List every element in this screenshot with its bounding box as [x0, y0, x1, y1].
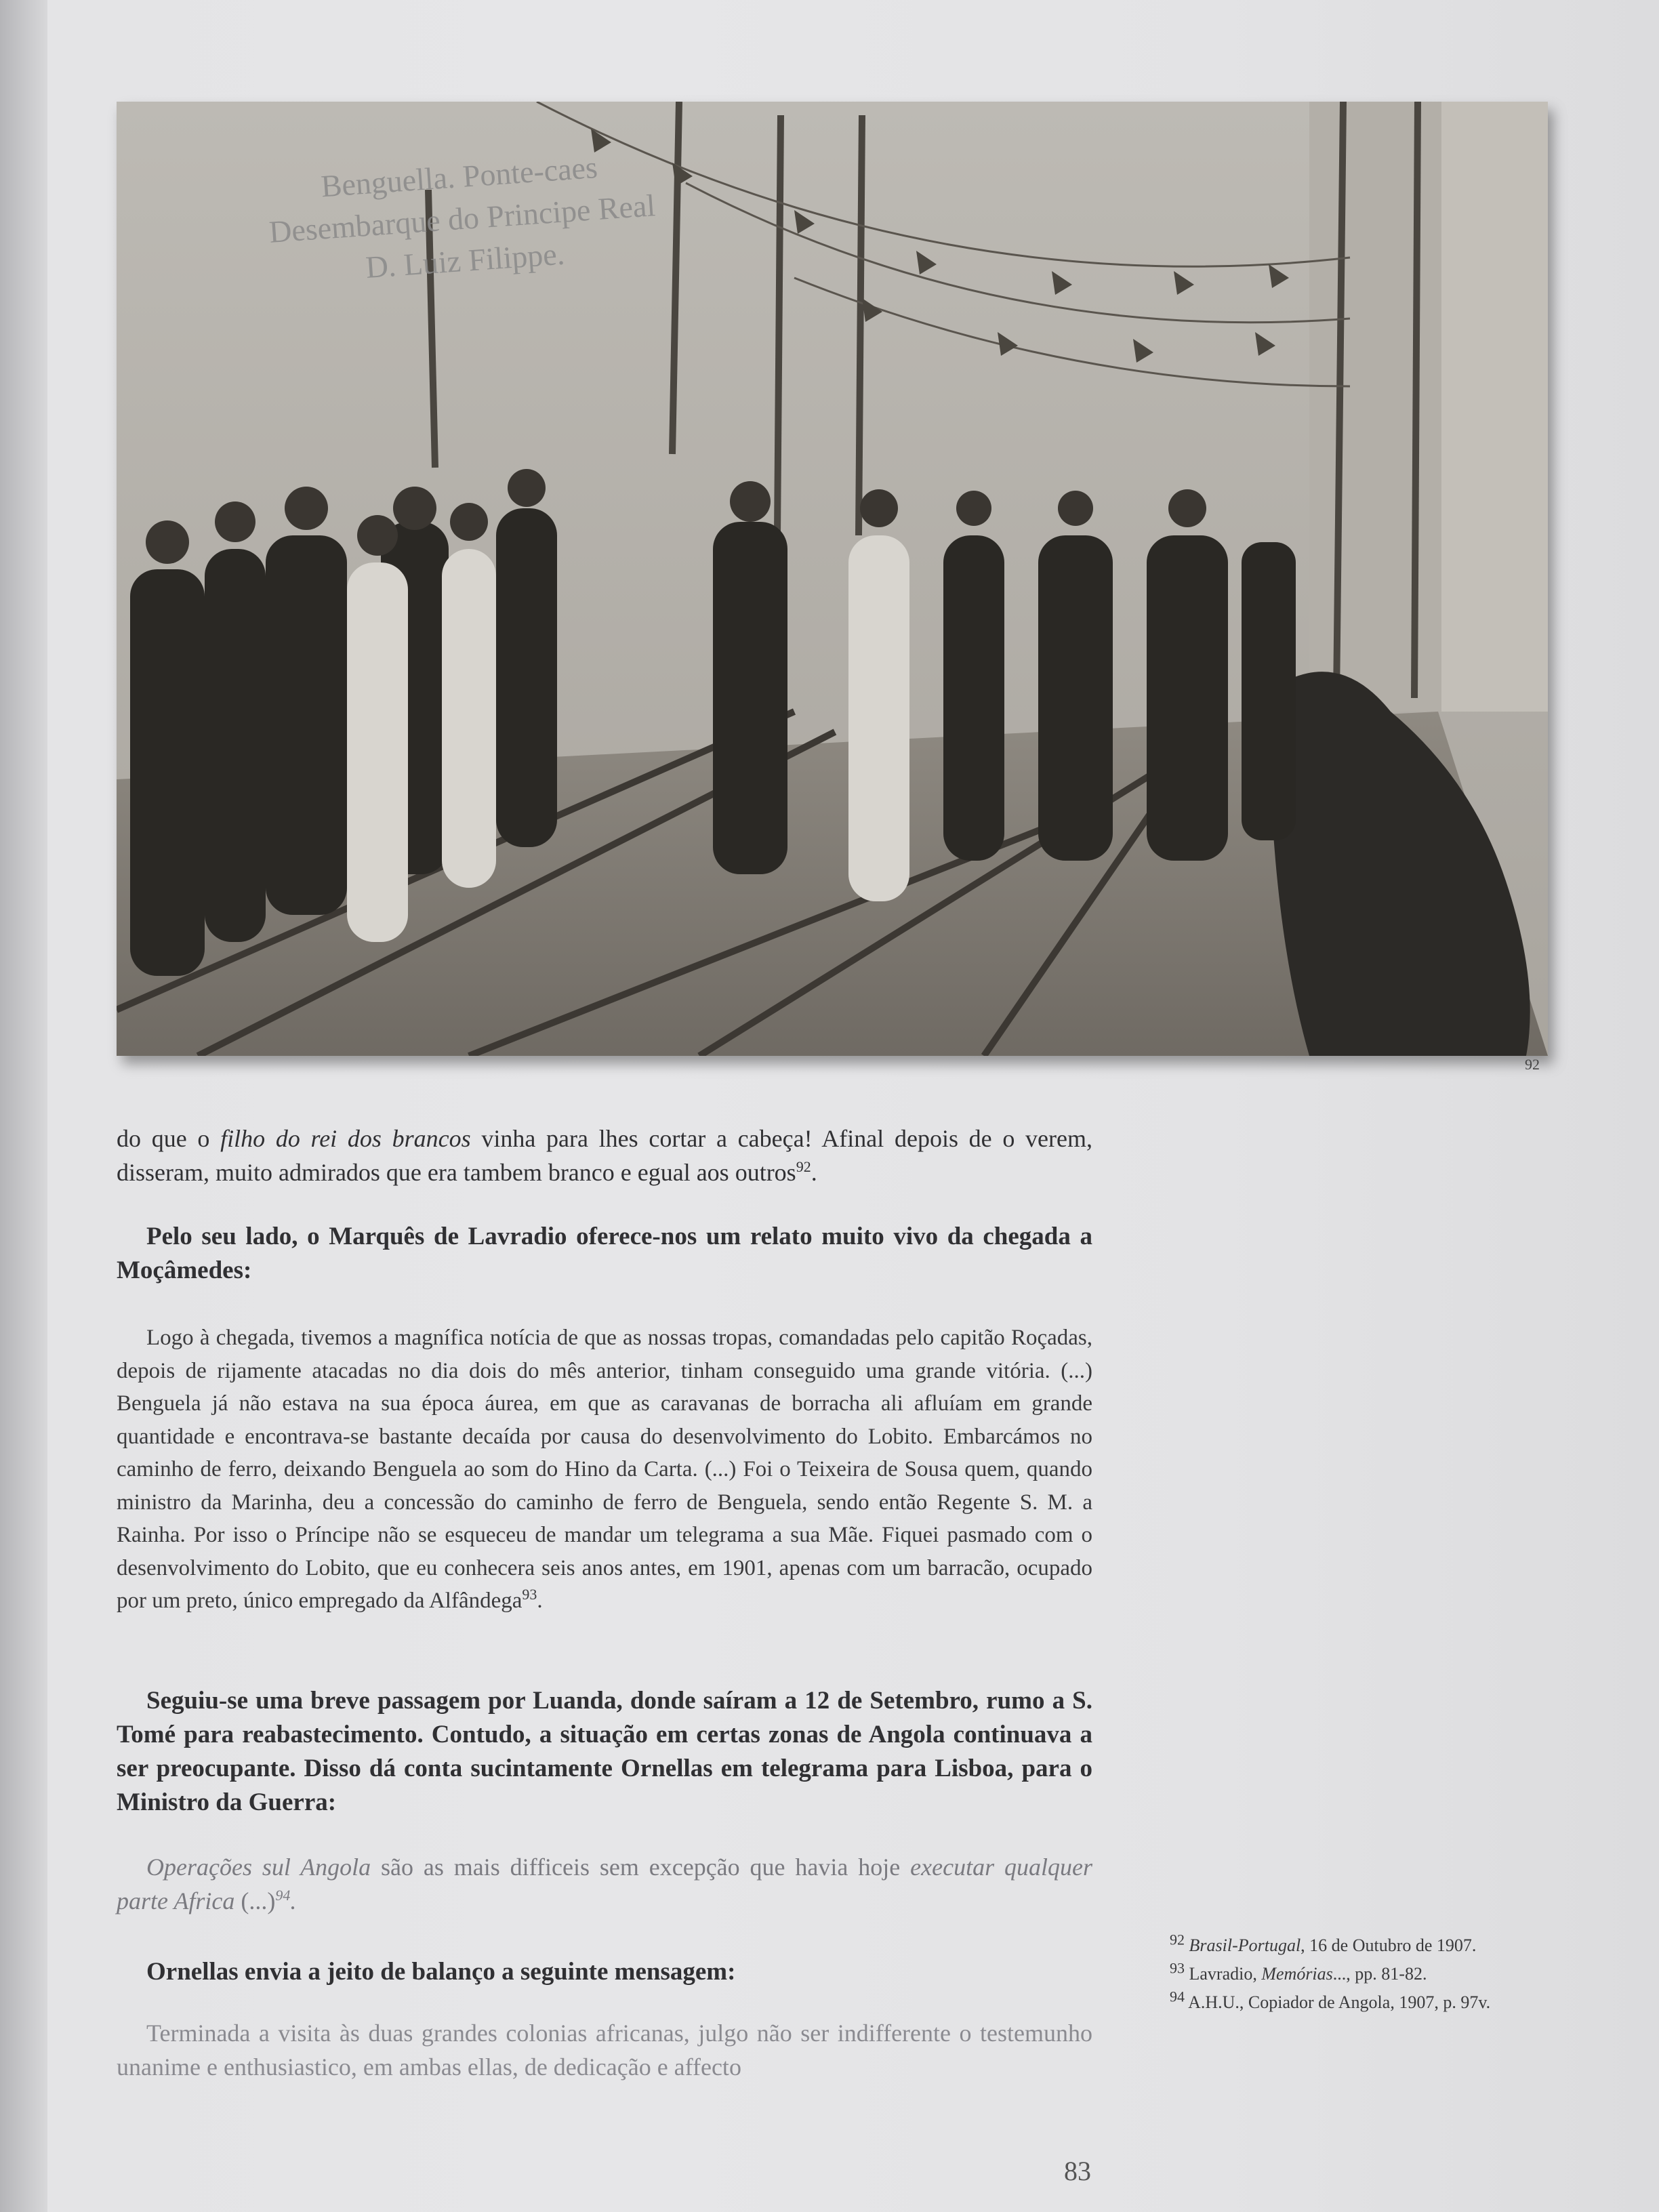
footnote-text: Lavradio, [1189, 1964, 1262, 1984]
photo-number: 92 [1525, 1056, 1540, 1073]
footnote-92 [1133, 1931, 1519, 1960]
quote-text: Logo à chegada, tivemos a magnífica notícia de que as nossas tropas, comandadas pelo capitão Roçadas, depois de rijamente atacadas no dia dois do mês anterior, tinham conseguido uma grande vitória. (...) Benguela já não estava na sua época áurea, em que as caravanas de borracha ali afluíam em grande quantidade e encontrava-se bastante decaída por causa do desenvolvimento do Lobito. Embarcámos no caminho de ferro, deixando Benguela ao som do Hino da Carta. (...) Foi o Teixeira de Sousa quem, quando ministro da Marinha, deu a concessão do caminho de ferro de Benguela, sendo então Regente S. M. a Rainha. Por isso o Príncipe não se esqueceu de mandar um telegrama a sua Mãe. Fiquei pasmado com o desenvolvimento do Lobito, que eu conhecera seis anos antes, em 1901, apenas com um barracão, ocupado por um preto, único empregado da Alfândega [117, 1326, 1092, 1613]
postcard-caption-line: Desembarque do Principe Real [268, 188, 657, 249]
quote-text: (...) [234, 1887, 276, 1914]
book-gutter [0, 0, 47, 2212]
footnote-number: 92 [1170, 1931, 1185, 1948]
footnote-number: 94 [1170, 1988, 1185, 2005]
footnote-text: ..., pp. 81-82. [1332, 1964, 1427, 1984]
paragraph-1: do que o filho do rei dos brancos vinha para lhes cortar a cabeça! Afinal depois de o verem, disseram, muito admirados que era tambem branco e egual aos outros$^{92}$. [117, 1125, 1093, 1186]
footnotes [1133, 1931, 1519, 2017]
footnote-text: , 16 de Outubro de 1907. [1300, 1936, 1477, 1955]
quote-text: executar qualquer parte Africa [117, 1853, 1092, 1914]
paragraph-italic-text: filho do rei dos brancos [220, 1125, 471, 1152]
postcard-caption-line: Benguella. Ponte-caes [319, 149, 599, 204]
footnote-ref: 93 [522, 1586, 537, 1603]
footnote-number: 93 [1170, 1959, 1185, 1977]
page-number: 83 [1064, 2156, 1091, 2186]
postcard-caption-line: D. Luiz Filippe. [364, 236, 566, 285]
quote-ornellas-telegram: Operações sul Angola são as mais difficeis sem excepção que havia hoje executar qualquer parte Africa (...)$^{94}$. [117, 1853, 1092, 1914]
footnote-title: Memórias [1261, 1964, 1333, 1984]
historic-photograph [117, 102, 1548, 1056]
quote-text: são as mais difficeis sem excepção que havia hoje [371, 1853, 911, 1881]
paragraph-text: vinha para lhes cortar a cabeça! Afinal depois de o verem, disseram, muito admirados que era tambem branco e egual aos outros [117, 1125, 1093, 1186]
quote-ornellas-message: Terminada a visita às duas grandes colonias africanas, julgo não ser indifferente o testemunho unanime e enthusiastico, em ambas ellas, de dedicação e affecto [117, 2020, 1092, 2081]
paragraph-text: do que o [117, 1125, 221, 1152]
paragraph-4: Seguiu-se uma breve passagem por Luanda, donde saíram a 12 de Setembro, rumo a S. Tomé para reabastecimento. Contudo, a situação em certas zonas de Angola continuava a ser preocupante. Disso dá conta sucintamente Ornellas em telegrama para Lisboa, para o Ministro da Guerra: [117, 1687, 1092, 1816]
paragraph-6: Ornellas envia a jeito de balanço a seguinte mensagem: [146, 1958, 736, 1986]
quote-lavradio: Logo à chegada, tivemos a magnífica notícia de que as nossas tropas, comandadas pelo capitão Roçadas, depois de rijamente atacadas no dia dois do mês anterior, tinham conseguido uma grande vitória. (...) Benguela já não estava na sua época áurea, em que as caravanas de borracha ali afluíam em grande quantidade e encontrava-se bastante decaída por causa do desenvolvimento do Lobito. Embarcámos no caminho de ferro, deixando Benguela ao som do Hino da Carta. (...) Foi o Teixeira de Sousa quem, quando ministro da Marinha, deu a concessão do caminho de ferro de Benguela, sendo então Regente S. M. a Rainha. Por isso o Príncipe não se esqueceu de mandar um telegrama a sua Mãe. Fiquei pasmado com o desenvolvimento do Lobito, que eu conhecera seis anos antes, em 1901, apenas com um barracão, ocupado por um preto, único empregado da Alfândega$^{93}$. [117, 1326, 1092, 1613]
footnote-text: A.H.U., Copiador de Angola, 1907, p. 97v. [1188, 1992, 1491, 2012]
paragraph-2: Pelo seu lado, o Marquês de Lavradio oferece-nos um relato muito vivo da chegada a Moçâmedes: [117, 1223, 1092, 1284]
footnote-94 [1133, 1988, 1519, 2017]
footnote-93 [1133, 1960, 1519, 1988]
footnote-ref: 94 [275, 1887, 291, 1904]
quote-text: Operações sul Angola [146, 1853, 371, 1881]
footnote-title: Brasil-Portugal [1189, 1936, 1301, 1955]
footnote-ref: 92 [796, 1158, 811, 1175]
